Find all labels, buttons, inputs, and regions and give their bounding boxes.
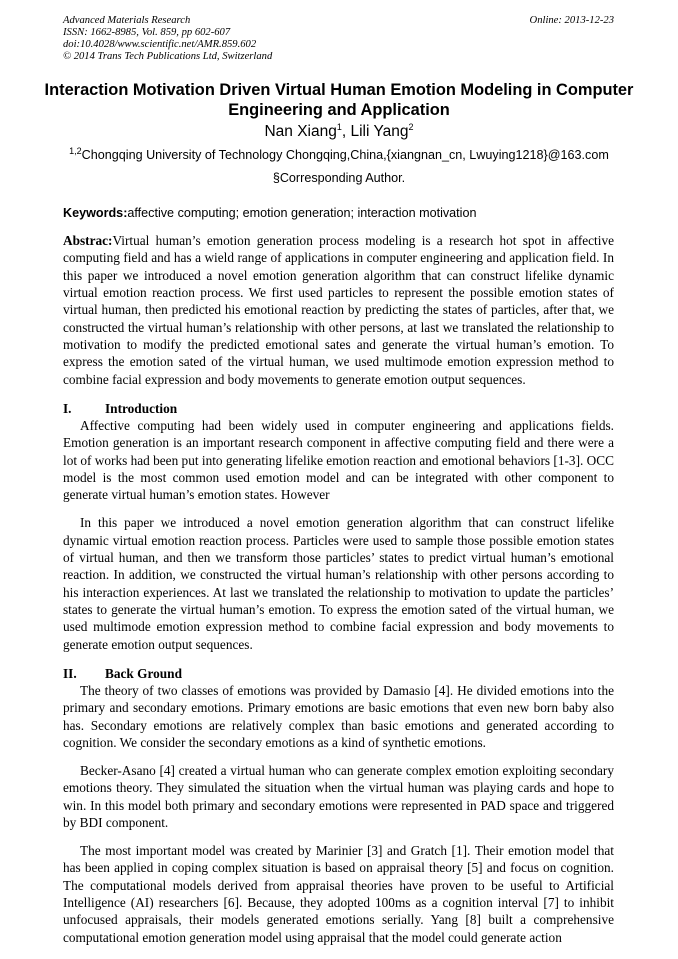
section-heading	[63, 400, 614, 417]
authors	[40, 123, 638, 141]
keywords-label: Keywords:	[63, 206, 128, 220]
section-title: Introduction	[105, 401, 178, 417]
paragraph: The most important model was created by Marinier [3] and Gratch [1]. Their emotion model that has been applied in coping complex situation is based on appraisal theory [5] and focus on cognition. The computational models derived from appraisal theories have proven to be useful to Artificial Intelligence (AI) researchers [6]. Because, they adopted 100ms as a cognition interval [7] to inhibit unfocused appraisals, their models generated emotions serially. Yang [8] built a comprehensive computational emotion generation model using appraisal that the model could generate action	[63, 842, 614, 945]
abstract-label: Abstrac:	[63, 233, 113, 248]
copyright: © 2014 Trans Tech Publications Ltd, Switzerland	[63, 51, 273, 62]
author-2-sup: 2	[408, 121, 414, 132]
journal-name: Advanced Materials Research	[63, 15, 191, 26]
journal-header	[63, 15, 272, 63]
abstract-text: Virtual human’s emotion generation process modeling is a research hot spot in affective computing field and has a wield range of applications in computer engineering and application field. In this paper we introduced a novel emotion generation algorithm that can construct lifelike dynamic virtual emotion reaction process. We first used particles to represent the possible emotion states of virtual human, then predicted his emotional reaction by predicting the states of particles, after that, we constructed the virtual human’s relationship with other persons, at last we translated the relationship to motivation to modify the predicted emotional sates and generate the virtual human’s emotion. To express the emotion sated of the virtual human, we used multimode emotion expression method to combine facial expression and body movements to generate emotion output sequences.	[63, 233, 614, 387]
paper-body	[63, 232, 614, 956]
paragraph: Becker-Asano [4] created a virtual human who can generate complex emotion exploiting secondary emotions theory. They simulated the situation when the virtual human was playing cards and hope to win. In this model both primary and secondary emotions were represented in PAD space and triggered by BDI component.	[63, 762, 614, 830]
abstract	[63, 232, 614, 388]
affiliation-sup: 1,2	[69, 145, 82, 156]
keywords	[63, 206, 477, 220]
online-date: Online: 2013-12-23	[529, 15, 614, 26]
corresponding-author: §Corresponding Author.	[272, 171, 406, 185]
author-2: Lili Yang	[350, 123, 409, 140]
affiliation-text: Chongqing University of Technology Chongqing,China,{xiangnan_cn, Lwuying1218}@163.com	[81, 148, 609, 162]
affiliation	[40, 145, 638, 162]
author-1-sup: 1	[336, 121, 342, 132]
issn: ISSN: 1662-8985, Vol. 859, pp 602-607	[63, 27, 231, 38]
paper-title: Interaction Motivation Driven Virtual Human Emotion Modeling in Computer Engineering and Application	[44, 81, 634, 119]
author-1: Nan Xiang	[264, 123, 337, 140]
paragraph: Affective computing had been widely used in computer engineering and applications fields. Emotion generation is an important research component in affective computing field and there were a lot of works had been put into generating lifelike emotion reaction and emotional behaviors [1-3]. OCC model is the most common used emotion model and can be integrated with other component to generate virtual human’s emotion states. However	[63, 418, 614, 503]
section-title: Back Ground	[105, 666, 182, 682]
section-heading	[63, 665, 614, 682]
section-number: II.	[63, 666, 77, 682]
author-sep: ,	[341, 123, 351, 140]
section-number: I.	[63, 401, 72, 417]
keywords-text: affective computing; emotion generation; interaction motivation	[127, 206, 477, 220]
paragraph: The theory of two classes of emotions was provided by Damasio [4]. He divided emotions into the primary and secondary emotions. Primary emotions are basic emotions that even new born baby also has. Secondary emotions are relatively complex than basic emotions and generated according to cognition. We consider the secondary emotions as a kind of synthetic emotions.	[63, 683, 614, 751]
paragraph: In this paper we introduced a novel emotion generation algorithm that can construct lifelike dynamic virtual emotion reaction process. Particles were used to sample those possible emotion states of virtual human, and then we transform those particles’ states to predict virtual human’s emotional reaction. In addition, we constructed the virtual human’s relationship with other persons according to his interaction experiences. At last we translated the relationship to motivation to update the particles’ states to generate the virtual human’s emotion. To express the emotion sated of the virtual human, we used multimode emotion expression method to combine facial expression and body movements to generate emotion output sequences.	[63, 515, 614, 652]
doi: doi:10.4028/www.scientific.net/AMR.859.602	[63, 39, 257, 50]
